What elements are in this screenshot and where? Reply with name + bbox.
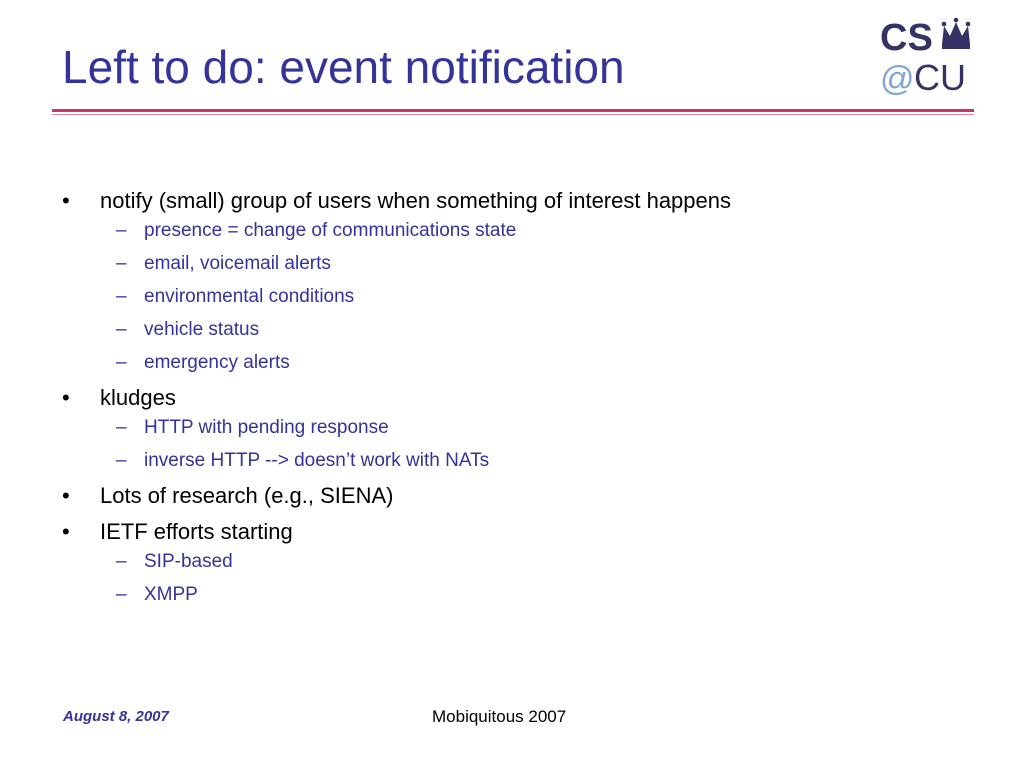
title-rule-bottom: [52, 114, 974, 115]
sub-bullet-item: [100, 448, 962, 473]
logo-cs-text: CS: [880, 17, 933, 59]
sub-bullet-item: [100, 415, 962, 440]
sub-bullet-text: emergency alerts: [144, 352, 290, 373]
logo-at-text: @: [880, 60, 915, 96]
bullet-marker: •: [62, 385, 70, 410]
logo-graphic: [878, 14, 978, 96]
bullet-item: [62, 383, 962, 473]
sub-bullet-list: [100, 415, 962, 473]
dash-marker: –: [116, 253, 127, 274]
dash-marker: –: [116, 220, 127, 241]
dash-marker: –: [116, 450, 127, 471]
sub-bullet-item: [100, 582, 962, 607]
bullet-marker: •: [62, 483, 70, 508]
sub-bullet-text: vehicle status: [144, 319, 260, 340]
bullet-text: kludges: [100, 385, 176, 410]
dash-marker: –: [116, 352, 127, 373]
sub-bullet-list: [100, 549, 962, 607]
sub-bullet-text: HTTP with pending response: [144, 417, 389, 438]
bullet-text: Lots of research (e.g., SIENA): [100, 483, 394, 508]
dash-marker: –: [116, 584, 127, 605]
sub-bullet-text: environmental conditions: [144, 286, 355, 307]
dash-marker: –: [116, 551, 127, 572]
bullet-marker: •: [62, 188, 70, 213]
sub-bullet-item: [100, 350, 962, 375]
sub-bullet-item: [100, 251, 962, 276]
bullet-item: [62, 186, 962, 375]
sub-bullet-item: [100, 549, 962, 574]
sub-bullet-text: inverse HTTP --> doesn’t work with NATs: [144, 450, 490, 471]
sub-bullet-item: [100, 218, 962, 243]
sub-bullet-text: email, voicemail alerts: [144, 253, 331, 274]
crown-icon: [942, 18, 971, 49]
slide-title: Left to do: event notification: [62, 41, 625, 93]
bullet-text: notify (small) group of users when something of interest happens: [100, 188, 731, 213]
sub-bullet-text: XMPP: [144, 584, 198, 605]
sub-bullet-list: [100, 218, 962, 375]
dash-marker: –: [116, 417, 127, 438]
footer-date: August 8, 2007: [63, 708, 169, 725]
sub-bullet-text: SIP-based: [144, 551, 233, 572]
dash-marker: –: [116, 286, 127, 307]
footer-conference: Mobiquitous 2007: [432, 707, 567, 726]
sub-bullet-item: [100, 317, 962, 342]
cs-at-cu-logo: [878, 14, 978, 96]
dash-marker: –: [116, 319, 127, 340]
bullet-item: [62, 481, 962, 511]
title-rule-top: [52, 109, 974, 112]
logo-cu-text: CU: [914, 57, 966, 96]
sub-bullet-text: presence = change of communications state: [144, 220, 517, 241]
sub-bullet-item: [100, 284, 962, 309]
bullet-list: [62, 186, 962, 615]
bullet-item: [62, 517, 962, 607]
bullet-marker: •: [62, 519, 70, 544]
bullet-text: IETF efforts starting: [100, 519, 293, 544]
